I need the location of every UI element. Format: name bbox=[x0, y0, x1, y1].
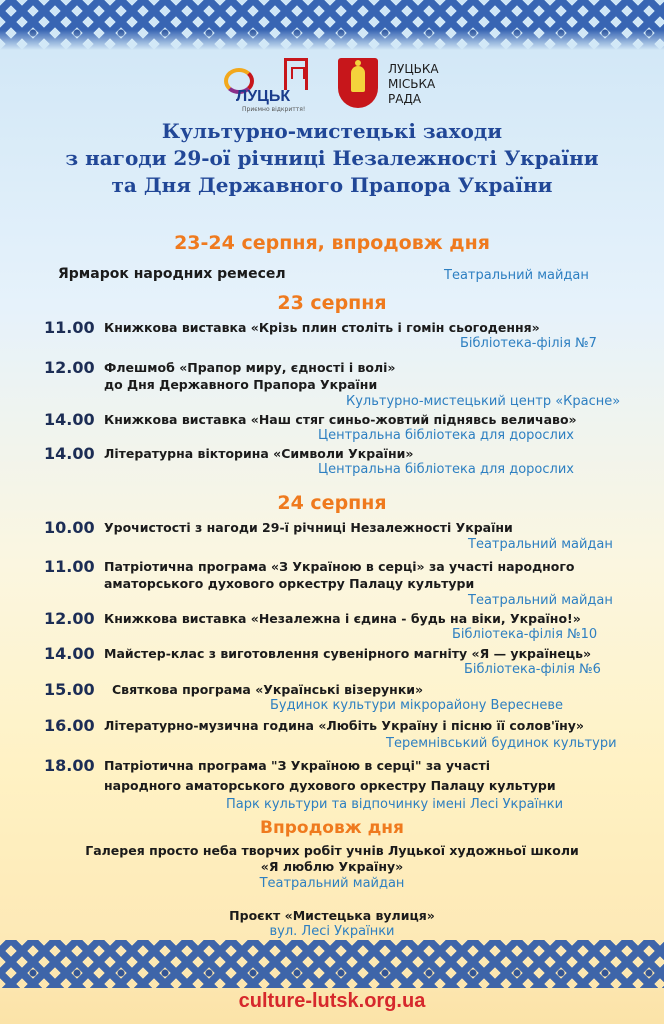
event-location: Бібліотека-філія №10 bbox=[452, 627, 598, 642]
event-location: Бібліотека-філія №6 bbox=[464, 662, 601, 677]
event-time: 12.00 bbox=[44, 609, 95, 628]
event-time: 10.00 bbox=[44, 518, 95, 537]
gallery-location: Театральний майдан bbox=[259, 876, 405, 891]
page-title: Культурно-мистецькі заходи з нагоди 29-ої річниці Незалежності України та Дня Державного Прапора України bbox=[65, 119, 599, 197]
project-location: вул. Лесі Українки bbox=[269, 924, 395, 939]
event-time: 18.00 bbox=[44, 756, 95, 775]
event-time: 16.00 bbox=[44, 716, 95, 735]
event-time: 14.00 bbox=[44, 644, 95, 663]
bottom-ornament-border bbox=[0, 940, 664, 988]
logo-wordmark: ЛУЦЬК bbox=[236, 88, 291, 105]
event-location: Центральна бібліотека для дорослих bbox=[318, 428, 574, 443]
event-location: Театральний майдан bbox=[468, 593, 613, 608]
period-heading: 23-24 серпня, впродовж дня bbox=[174, 232, 490, 254]
logo-tagline: Приємно відкриття! bbox=[242, 106, 306, 113]
logo-tower-icon bbox=[284, 58, 308, 90]
event-location: Центральна бібліотека для дорослих bbox=[318, 462, 574, 477]
event-title: Літературна вікторина «Символи України» bbox=[104, 446, 414, 461]
event-location: Театральний майдан bbox=[468, 537, 613, 552]
project-text: Проєкт «Мистецька вулиця» bbox=[229, 908, 435, 923]
event-time: 12.00 bbox=[44, 358, 95, 377]
event-location: Теремнівський будинок культури bbox=[386, 736, 617, 751]
event-title: Патріотична програма "З Україною в серці" за участі bbox=[104, 758, 490, 773]
event-title: Майстер-клас з виготовлення сувенірного магніту «Я — українець» bbox=[104, 646, 592, 661]
fair-location: Театральний майдан bbox=[444, 268, 589, 283]
event-time: 11.00 bbox=[44, 557, 95, 576]
top-ornament-border bbox=[0, 0, 664, 50]
event-location: Культурно-мистецький центр «Красне» bbox=[346, 394, 621, 409]
event-title: Святкова програма «Українські візерунки» bbox=[112, 682, 424, 697]
during-day-heading: Впродовж дня bbox=[260, 818, 404, 838]
gallery-text-line2: «Я люблю Україну» bbox=[260, 859, 404, 874]
coat-of-arms-icon bbox=[338, 58, 378, 108]
event-location: Парк культури та відпочинку імені Лесі Українки bbox=[226, 797, 564, 812]
event-location: Бібліотека-філія №7 bbox=[460, 336, 597, 351]
lutsk-city-logo bbox=[222, 58, 314, 113]
day2-heading: 24 серпня bbox=[277, 492, 387, 514]
event-title: Книжкова виставка «Незалежна і єдина - будь на віки, Україно!» bbox=[104, 611, 581, 626]
event-time: 14.00 bbox=[44, 410, 95, 429]
event-location: Будинок культури мікрорайону Вересневе bbox=[270, 698, 563, 713]
fair-text: Ярмарок народних ремесел bbox=[58, 266, 286, 282]
website-link[interactable]: culture-lutsk.org.ua bbox=[238, 990, 426, 1012]
event-time: 14.00 bbox=[44, 444, 95, 463]
city-council-label: ЛУЦЬКА МІСЬКА РАДА bbox=[388, 62, 439, 106]
event-time: 11.00 bbox=[44, 318, 95, 337]
event-title: Патріотична програма «З Україною в серці» за участі народного bbox=[104, 559, 575, 574]
event-time: 15.00 bbox=[44, 680, 95, 699]
event-title: Літературно-музична година «Любіть Україну і пісню її солов'їну» bbox=[104, 718, 585, 733]
day1-heading: 23 серпня bbox=[277, 292, 387, 314]
event-title: Урочистості з нагоди 29-ї річниці Незалежності України bbox=[104, 520, 513, 535]
event-title: Книжкова виставка «Крізь плин століть і гомін сьогодення» bbox=[104, 320, 540, 335]
event-title: Флешмоб «Прапор миру, єдності і волі» bbox=[104, 360, 396, 375]
event-title: Книжкова виставка «Наш стяг синьо-жовтий піднявсь величаво» bbox=[104, 412, 577, 427]
event-title-cont: до Дня Державного Прапора України bbox=[104, 377, 378, 392]
event-title-cont: аматорського духового оркестру Палацу культури bbox=[104, 576, 475, 591]
logos-header bbox=[0, 56, 664, 114]
gallery-text-line1: Галерея просто неба творчих робіт учнів Луцької художньої школи bbox=[85, 843, 579, 858]
event-title-cont: народного аматорського духового оркестру Палацу культури bbox=[104, 778, 556, 793]
